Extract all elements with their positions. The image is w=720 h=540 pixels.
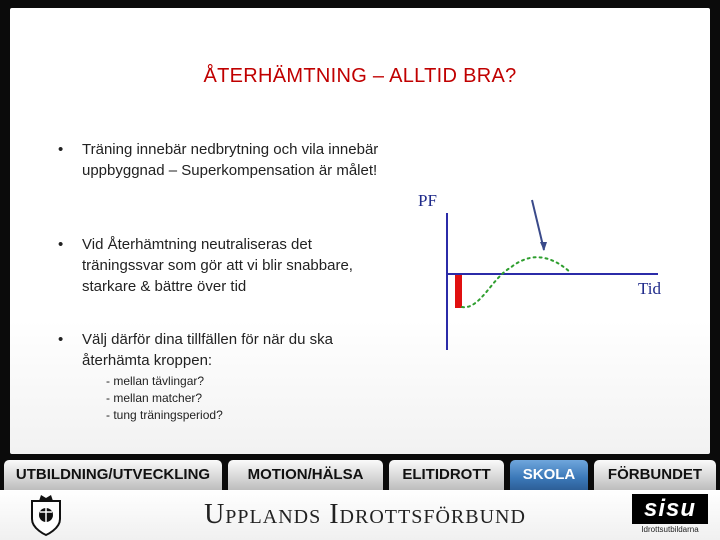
sub-item: - tung träningsperiod? xyxy=(106,408,223,422)
supercompensation-diagram xyxy=(410,178,690,363)
arrowhead-icon xyxy=(540,242,547,251)
main-navigation xyxy=(0,458,720,490)
bullet-item xyxy=(58,329,382,424)
bullet-text: Välj därför dina tillfällen för när du ska återhämta kroppen: xyxy=(82,331,333,369)
footer xyxy=(0,490,720,540)
supercompensation-curve xyxy=(462,257,570,307)
bullet-text: Träning innebär nedbrytning och vila innebär uppbyggnad – Superkompensation är målet! xyxy=(82,141,379,179)
tab-motion-halsa[interactable]: MOTION/HÄLSA xyxy=(228,460,383,490)
bullet-text: Vid Återhämtning neutraliseras det träningssvar som gör att vi blir snabbare, starkare & bättre över tid xyxy=(82,236,353,295)
upplands-crest-icon xyxy=(28,493,64,537)
bullet-dot: • xyxy=(58,141,64,158)
sisu-mark: sisu xyxy=(632,494,708,524)
bullet-item xyxy=(58,139,382,181)
tab-forbundet[interactable]: FÖRBUNDET xyxy=(594,460,716,490)
tab-skola[interactable]: SKOLA xyxy=(510,460,588,490)
training-load-bar xyxy=(455,275,462,308)
tab-utbildning[interactable]: UTBILDNING/UTVECKLING xyxy=(4,460,222,490)
bullet-dot: • xyxy=(58,331,64,348)
slide-title: ÅTERHÄMTNING – ALLTID BRA? xyxy=(203,65,517,87)
sub-item: - mellan matcher? xyxy=(106,391,203,405)
sisu-logo[interactable] xyxy=(632,494,708,536)
footer-title: Upplands Idrottsförbund xyxy=(204,499,526,530)
sub-item: - mellan tävlingar? xyxy=(106,374,205,388)
x-axis-label: Tid xyxy=(638,279,662,298)
tab-elitidrott[interactable]: ELITIDROTT xyxy=(389,460,504,490)
slide xyxy=(10,8,710,454)
bullet-dot: • xyxy=(58,236,64,253)
y-axis-label: PF xyxy=(418,191,437,210)
sisu-subtitle: Idrottsutbildarna xyxy=(641,525,699,534)
bullet-item xyxy=(58,234,382,297)
